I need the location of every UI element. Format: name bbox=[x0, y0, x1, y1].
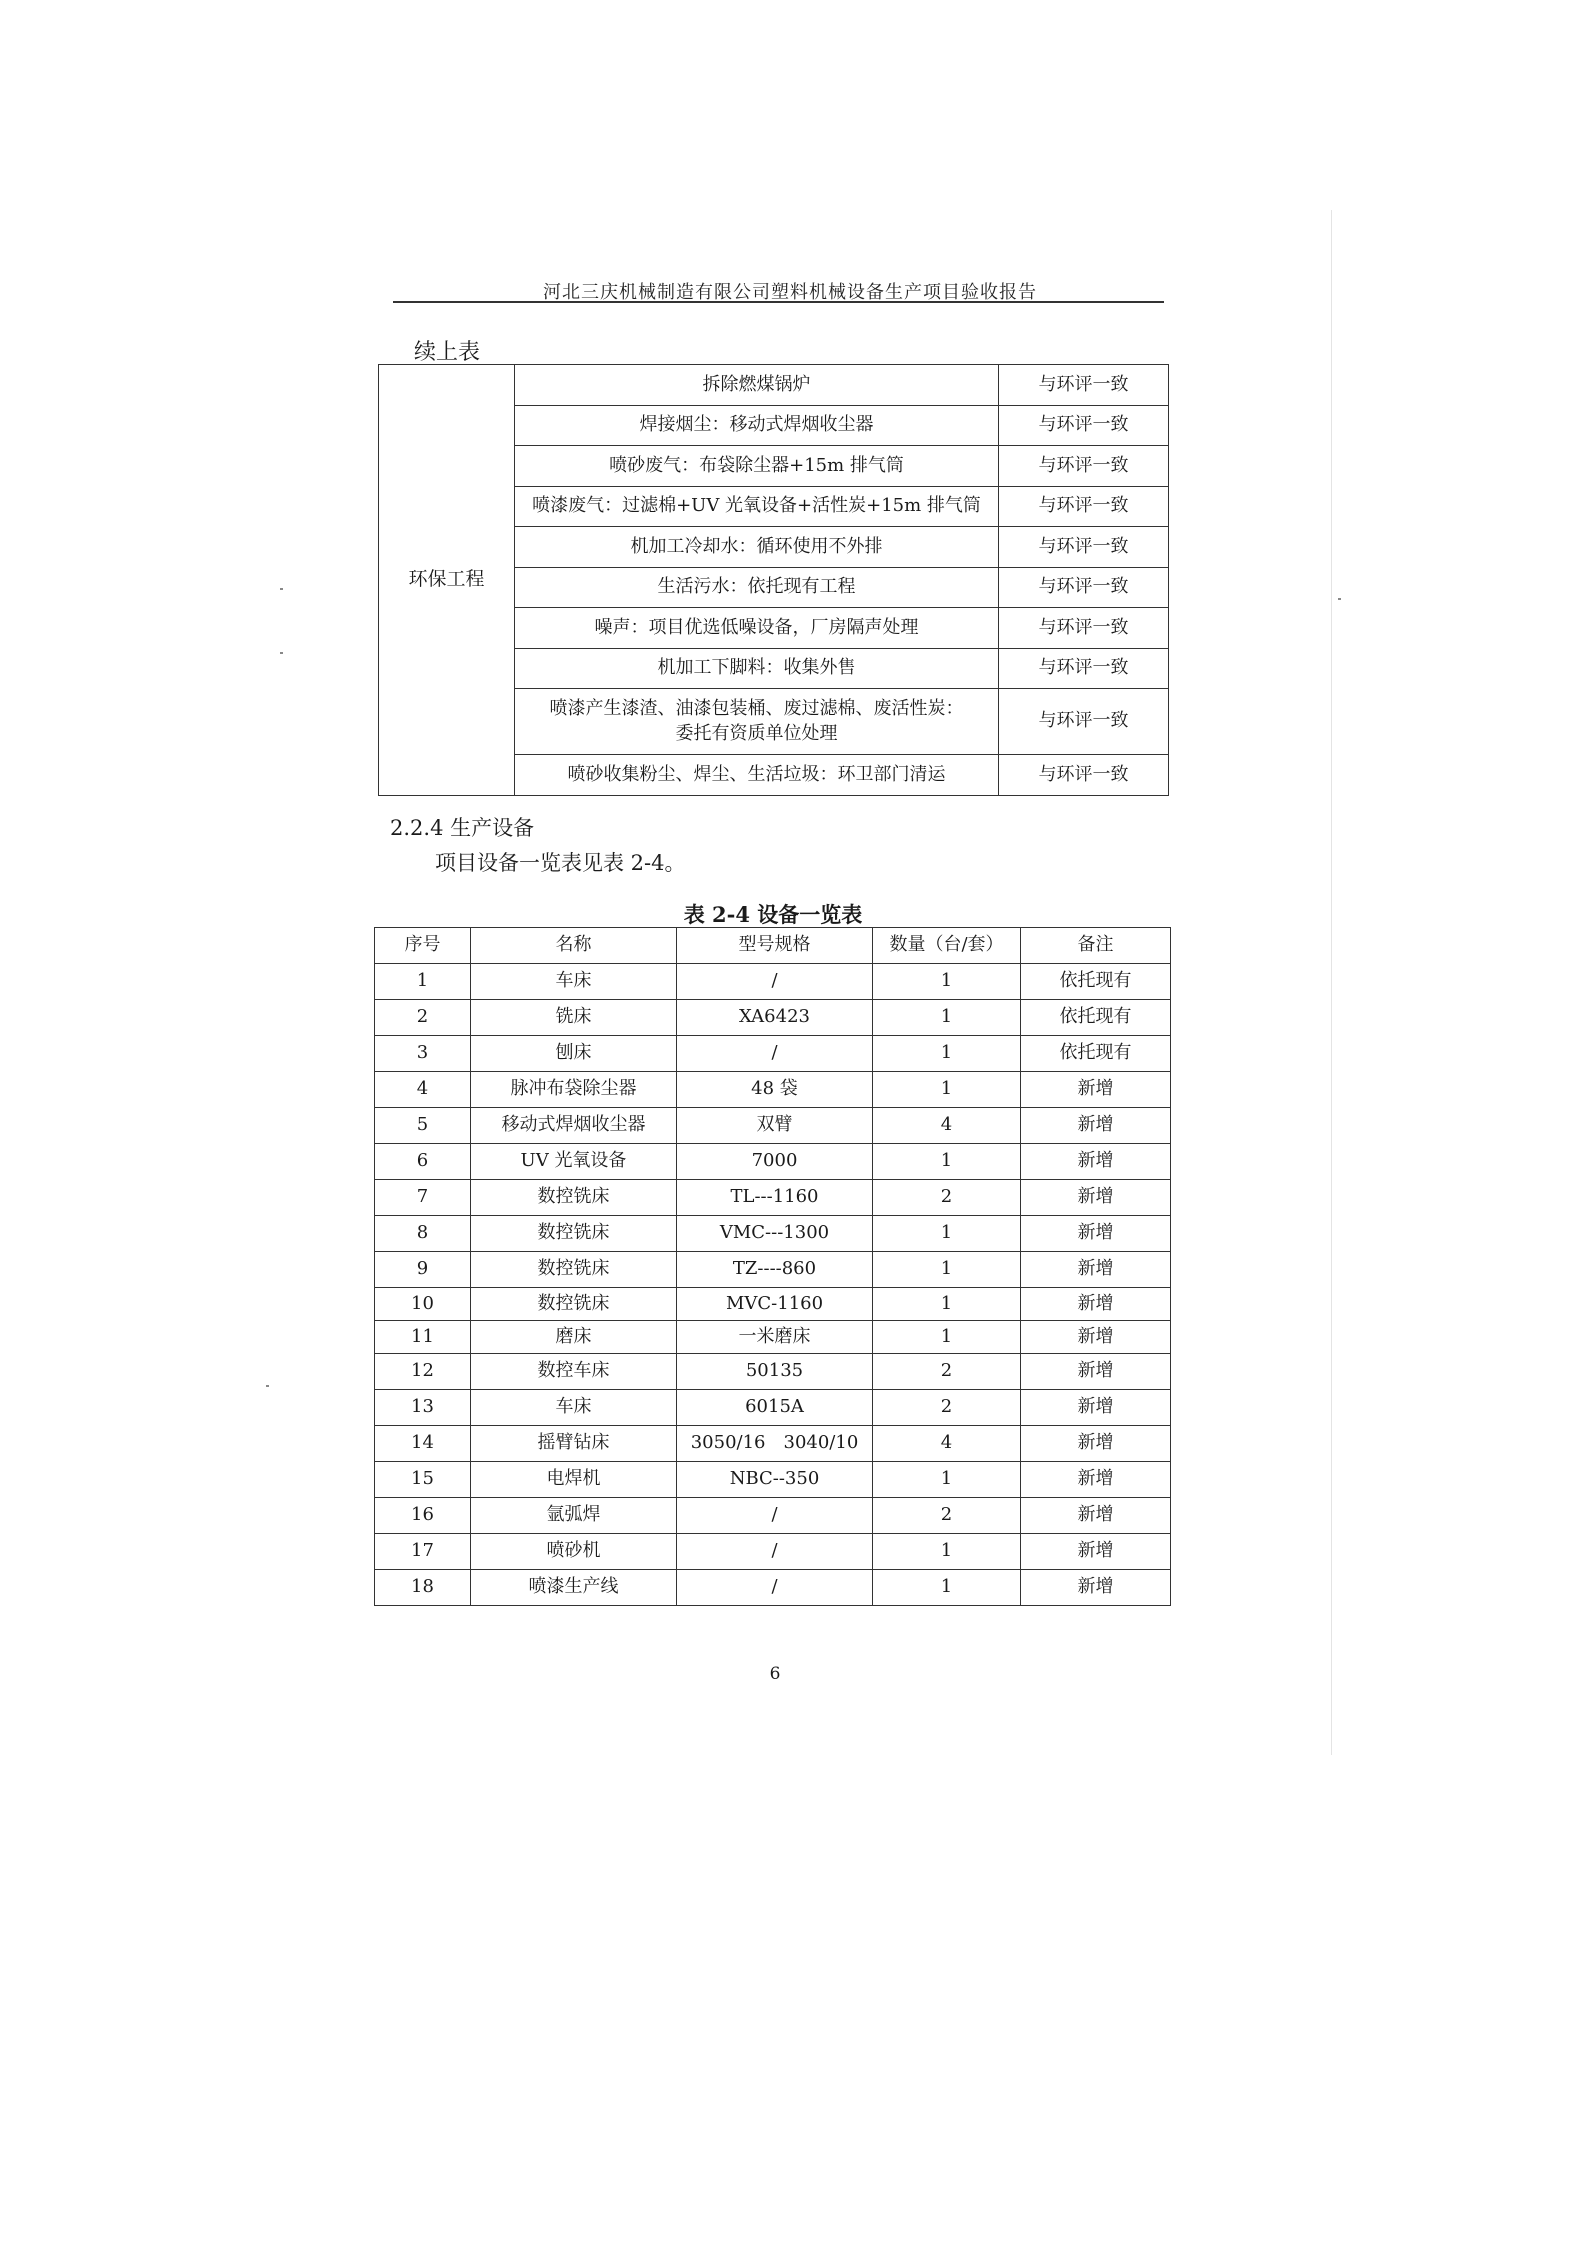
model-spec-cell: 50135 bbox=[677, 1354, 873, 1390]
page-number: 6 bbox=[769, 1664, 781, 1684]
note-cell: 依托现有 bbox=[1021, 1000, 1171, 1036]
model-spec-cell: 一米磨床 bbox=[677, 1321, 873, 1354]
table-row bbox=[375, 1180, 1171, 1216]
table-row bbox=[375, 1108, 1171, 1144]
quantity-cell: 4 bbox=[873, 1108, 1021, 1144]
row-no-cell: 12 bbox=[375, 1354, 471, 1390]
row-no-cell: 5 bbox=[375, 1108, 471, 1144]
equipment-name-cell: 铣床 bbox=[471, 1000, 677, 1036]
status-cell: 与环评一致 bbox=[999, 527, 1169, 568]
equipment-name-cell: 喷漆生产线 bbox=[471, 1570, 677, 1606]
quantity-cell: 1 bbox=[873, 1321, 1021, 1354]
quantity-cell: 1 bbox=[873, 1144, 1021, 1180]
header-no: 序号 bbox=[375, 928, 471, 964]
scan-speck bbox=[280, 652, 283, 654]
model-spec-cell: 6015A bbox=[677, 1390, 873, 1426]
header-row bbox=[375, 928, 1171, 964]
equipment-name-cell: 移动式焊烟收尘器 bbox=[471, 1108, 677, 1144]
measure-cell: 机加工下脚料：收集外售 bbox=[515, 648, 999, 689]
table-row bbox=[375, 1144, 1171, 1180]
status-cell: 与环评一致 bbox=[999, 365, 1169, 406]
equipment-name-cell: 数控铣床 bbox=[471, 1180, 677, 1216]
status-cell: 与环评一致 bbox=[999, 405, 1169, 446]
quantity-cell: 1 bbox=[873, 1072, 1021, 1108]
table-row bbox=[375, 1072, 1171, 1108]
row-no-cell: 7 bbox=[375, 1180, 471, 1216]
body-paragraph: 项目设备一览表见表 2-4。 bbox=[435, 851, 686, 875]
measure-cell: 生活污水：依托现有工程 bbox=[515, 567, 999, 608]
measure-cell: 机加工冷却水：循环使用不外排 bbox=[515, 527, 999, 568]
note-cell: 新增 bbox=[1021, 1321, 1171, 1354]
model-spec-cell: MVC-1160 bbox=[677, 1288, 873, 1321]
quantity-cell: 4 bbox=[873, 1426, 1021, 1462]
row-no-cell: 8 bbox=[375, 1216, 471, 1252]
row-no-cell: 10 bbox=[375, 1288, 471, 1321]
row-no-cell: 4 bbox=[375, 1072, 471, 1108]
row-no-cell: 9 bbox=[375, 1252, 471, 1288]
table-row bbox=[375, 1216, 1171, 1252]
row-no-cell: 13 bbox=[375, 1390, 471, 1426]
model-spec-cell: TL---1160 bbox=[677, 1180, 873, 1216]
equipment-table bbox=[374, 927, 1171, 1606]
model-spec-cell: VMC---1300 bbox=[677, 1216, 873, 1252]
note-cell: 依托现有 bbox=[1021, 964, 1171, 1000]
row-no-cell: 15 bbox=[375, 1462, 471, 1498]
header-name: 名称 bbox=[471, 928, 677, 964]
table-caption: 表 2-4 设备一览表 bbox=[683, 902, 863, 927]
scan-speck bbox=[280, 588, 283, 590]
table-row bbox=[375, 1252, 1171, 1288]
quantity-cell: 1 bbox=[873, 1000, 1021, 1036]
table-row bbox=[375, 1570, 1171, 1606]
equipment-name-cell: 数控铣床 bbox=[471, 1216, 677, 1252]
row-no-cell: 1 bbox=[375, 964, 471, 1000]
measure-cell: 噪声：项目优选低噪设备，厂房隔声处理 bbox=[515, 608, 999, 649]
note-cell: 新增 bbox=[1021, 1426, 1171, 1462]
table-row bbox=[375, 1498, 1171, 1534]
model-spec-cell: XA6423 bbox=[677, 1000, 873, 1036]
header-note: 备注 bbox=[1021, 928, 1171, 964]
row-no-cell: 14 bbox=[375, 1426, 471, 1462]
scan-edge-line bbox=[1331, 210, 1332, 1755]
note-cell: 新增 bbox=[1021, 1252, 1171, 1288]
quantity-cell: 2 bbox=[873, 1498, 1021, 1534]
equipment-name-cell: 磨床 bbox=[471, 1321, 677, 1354]
equipment-name-cell: UV 光氧设备 bbox=[471, 1144, 677, 1180]
header-qty: 数量（台/套） bbox=[873, 928, 1021, 964]
equipment-name-cell: 刨床 bbox=[471, 1036, 677, 1072]
row-no-cell: 6 bbox=[375, 1144, 471, 1180]
quantity-cell: 1 bbox=[873, 1570, 1021, 1606]
note-cell: 新增 bbox=[1021, 1144, 1171, 1180]
quantity-cell: 1 bbox=[873, 1462, 1021, 1498]
row-no-cell: 2 bbox=[375, 1000, 471, 1036]
row-no-cell: 17 bbox=[375, 1534, 471, 1570]
quantity-cell: 2 bbox=[873, 1354, 1021, 1390]
quantity-cell: 2 bbox=[873, 1180, 1021, 1216]
measure-cell: 喷砂废气：布袋除尘器+15m 排气筒 bbox=[515, 446, 999, 487]
model-spec-cell: NBC--350 bbox=[677, 1462, 873, 1498]
note-cell: 新增 bbox=[1021, 1072, 1171, 1108]
model-spec-cell: 3050/16 3040/10 bbox=[677, 1426, 873, 1462]
status-cell: 与环评一致 bbox=[999, 486, 1169, 527]
row-no-cell: 11 bbox=[375, 1321, 471, 1354]
table-row bbox=[375, 1036, 1171, 1072]
header-rule bbox=[393, 301, 1164, 303]
equipment-name-cell: 数控铣床 bbox=[471, 1252, 677, 1288]
table-row bbox=[375, 1354, 1171, 1390]
note-cell: 依托现有 bbox=[1021, 1036, 1171, 1072]
measure-cell bbox=[515, 689, 999, 755]
quantity-cell: 1 bbox=[873, 1534, 1021, 1570]
table-row bbox=[379, 365, 1169, 406]
scan-speck bbox=[1338, 598, 1341, 600]
equipment-name-cell: 电焊机 bbox=[471, 1462, 677, 1498]
table-row bbox=[375, 1462, 1171, 1498]
table-row bbox=[375, 1390, 1171, 1426]
note-cell: 新增 bbox=[1021, 1498, 1171, 1534]
note-cell: 新增 bbox=[1021, 1216, 1171, 1252]
note-cell: 新增 bbox=[1021, 1570, 1171, 1606]
equipment-name-cell: 喷砂机 bbox=[471, 1534, 677, 1570]
equipment-name-cell: 氩弧焊 bbox=[471, 1498, 677, 1534]
table-row bbox=[375, 1000, 1171, 1036]
status-cell: 与环评一致 bbox=[999, 567, 1169, 608]
measure-line-2: 委托有资质单位处理 bbox=[675, 722, 838, 744]
measure-cell: 焊接烟尘：移动式焊烟收尘器 bbox=[515, 405, 999, 446]
model-spec-cell: / bbox=[677, 1570, 873, 1606]
row-no-cell: 18 bbox=[375, 1570, 471, 1606]
equipment-name-cell: 摇臂钻床 bbox=[471, 1426, 677, 1462]
status-cell: 与环评一致 bbox=[999, 608, 1169, 649]
quantity-cell: 2 bbox=[873, 1390, 1021, 1426]
quantity-cell: 1 bbox=[873, 1252, 1021, 1288]
quantity-cell: 1 bbox=[873, 1216, 1021, 1252]
model-spec-cell: 双臂 bbox=[677, 1108, 873, 1144]
equipment-name-cell: 数控铣床 bbox=[471, 1288, 677, 1321]
note-cell: 新增 bbox=[1021, 1462, 1171, 1498]
note-cell: 新增 bbox=[1021, 1390, 1171, 1426]
model-spec-cell: / bbox=[677, 1534, 873, 1570]
status-cell: 与环评一致 bbox=[999, 755, 1169, 796]
row-no-cell: 16 bbox=[375, 1498, 471, 1534]
model-spec-cell: 48 袋 bbox=[677, 1072, 873, 1108]
note-cell: 新增 bbox=[1021, 1288, 1171, 1321]
quantity-cell: 1 bbox=[873, 1036, 1021, 1072]
equipment-name-cell: 数控车床 bbox=[471, 1354, 677, 1390]
quantity-cell: 1 bbox=[873, 1288, 1021, 1321]
section-heading: 2.2.4 生产设备 bbox=[390, 816, 535, 840]
header-model: 型号规格 bbox=[677, 928, 873, 964]
category-cell: 环保工程 bbox=[379, 365, 515, 796]
table-row bbox=[375, 1534, 1171, 1570]
status-cell: 与环评一致 bbox=[999, 648, 1169, 689]
equipment-name-cell: 脉冲布袋除尘器 bbox=[471, 1072, 677, 1108]
measure-cell: 喷漆废气：过滤棉+UV 光氧设备+活性炭+15m 排气筒 bbox=[515, 486, 999, 527]
scan-speck bbox=[266, 1385, 269, 1387]
table-row bbox=[375, 964, 1171, 1000]
measure-line-1: 喷漆产生漆渣、油漆包装桶、废过滤棉、废活性炭： bbox=[549, 698, 964, 720]
model-spec-cell: TZ----860 bbox=[677, 1252, 873, 1288]
note-cell: 新增 bbox=[1021, 1180, 1171, 1216]
row-no-cell: 3 bbox=[375, 1036, 471, 1072]
measure-cell: 喷砂收集粉尘、焊尘、生活垃圾：环卫部门清运 bbox=[515, 755, 999, 796]
note-cell: 新增 bbox=[1021, 1354, 1171, 1390]
note-cell: 新增 bbox=[1021, 1534, 1171, 1570]
continued-table-label: 续上表 bbox=[414, 340, 481, 365]
model-spec-cell: / bbox=[677, 964, 873, 1000]
quantity-cell: 1 bbox=[873, 964, 1021, 1000]
model-spec-cell: / bbox=[677, 1036, 873, 1072]
environmental-measures-table bbox=[378, 364, 1169, 796]
status-cell: 与环评一致 bbox=[999, 446, 1169, 487]
equipment-name-cell: 车床 bbox=[471, 964, 677, 1000]
model-spec-cell: / bbox=[677, 1498, 873, 1534]
model-spec-cell: 7000 bbox=[677, 1144, 873, 1180]
table-row bbox=[375, 1426, 1171, 1462]
table-row bbox=[375, 1288, 1171, 1321]
equipment-name-cell: 车床 bbox=[471, 1390, 677, 1426]
note-cell: 新增 bbox=[1021, 1108, 1171, 1144]
measure-cell: 拆除燃煤锅炉 bbox=[515, 365, 999, 406]
status-cell: 与环评一致 bbox=[999, 689, 1169, 755]
table-row bbox=[375, 1321, 1171, 1354]
running-header: 河北三庆机械制造有限公司塑料机械设备生产项目验收报告 bbox=[543, 282, 1037, 303]
